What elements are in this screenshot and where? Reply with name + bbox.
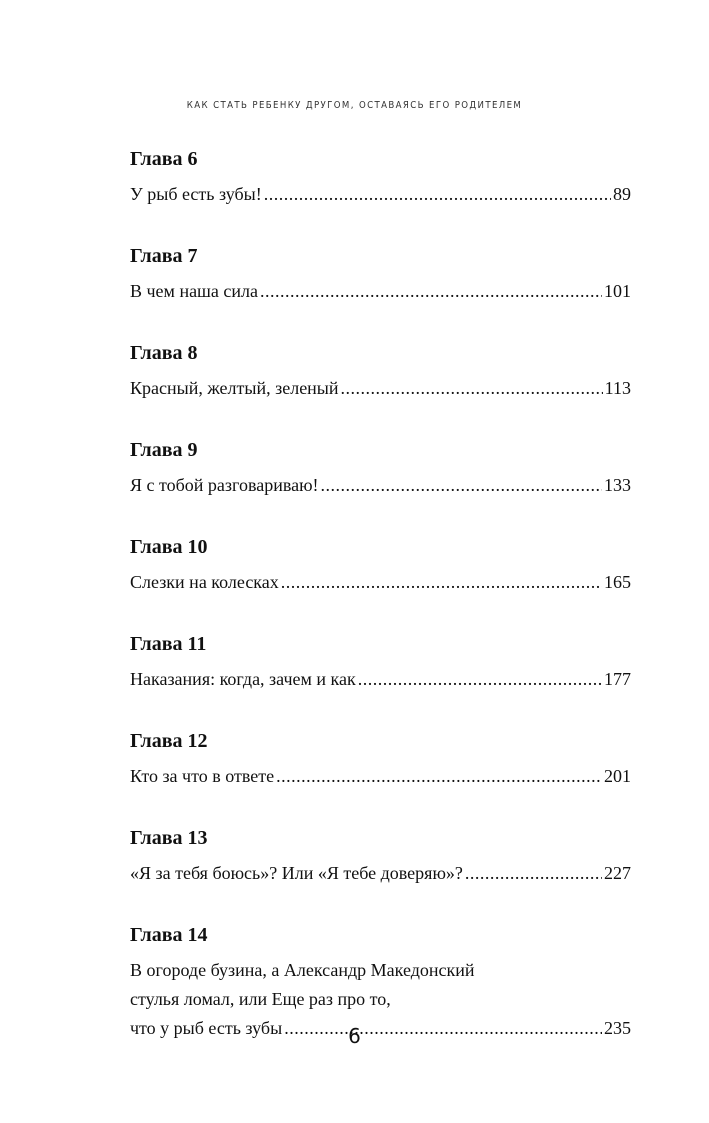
dot-leader	[260, 277, 602, 306]
toc-entry-line	[130, 665, 631, 694]
dot-leader	[465, 859, 602, 888]
entry-title: «Я за тебя боюсь»? Или «Я тебе доверяю»?	[130, 863, 463, 883]
entry-page-number: 89	[613, 184, 631, 204]
toc-entry[interactable]	[130, 471, 631, 500]
entry-page-number: 133	[604, 475, 631, 495]
entry-page-number: 165	[604, 572, 631, 592]
dot-leader	[358, 665, 602, 694]
entry-page-number: 227	[604, 863, 631, 883]
dot-leader	[281, 568, 602, 597]
entry-title: В чем наша сила	[130, 281, 259, 301]
entry-page-number: 201	[604, 766, 631, 786]
entry-title: что у рыб есть зубы	[130, 1018, 283, 1038]
entry-title: Слезки на колесках	[130, 572, 279, 592]
entry-title: Кто за что в ответе	[130, 766, 275, 786]
toc-entry[interactable]	[130, 859, 631, 888]
toc-entry[interactable]	[130, 277, 631, 306]
toc-chapter-7	[130, 243, 631, 306]
entry-title: Красный, желтый, зеленый	[130, 378, 339, 398]
toc-entry[interactable]	[130, 374, 631, 403]
running-head: КАК СТАТЬ РЕБЕНКУ ДРУГОМ, ОСТАВАЯСЬ ЕГО РОДИТЕЛЕМ	[186, 100, 523, 111]
chapter-title: Глава 11	[130, 633, 207, 655]
toc-entry[interactable]	[130, 762, 631, 791]
toc-entry-line	[130, 859, 631, 888]
dot-leader	[276, 762, 602, 791]
table-of-contents	[130, 146, 631, 1077]
page-number: 6	[348, 1024, 361, 1048]
dot-leader	[341, 374, 603, 403]
toc-chapter-10	[130, 534, 631, 597]
chapter-title: Глава 9	[130, 439, 198, 461]
dot-leader	[264, 180, 611, 209]
entry-title: Я с тобой разговариваю!	[130, 475, 319, 495]
toc-chapter-8	[130, 340, 631, 403]
toc-chapter-9	[130, 437, 631, 500]
toc-entry-line	[130, 374, 631, 403]
entry-title-line: стулья ломал, или Еще раз про то,	[130, 989, 391, 1009]
chapter-title: Глава 8	[130, 342, 198, 364]
toc-entry-line	[130, 568, 631, 597]
toc-entry[interactable]	[130, 568, 631, 597]
toc-chapter-13	[130, 825, 631, 888]
chapter-title: Глава 13	[130, 827, 208, 849]
entry-page-number: 235	[604, 1018, 631, 1038]
toc-chapter-12	[130, 728, 631, 791]
entry-title: У рыб есть зубы!	[130, 184, 262, 204]
chapter-title: Глава 14	[130, 924, 208, 946]
toc-entry-line	[130, 762, 631, 791]
chapter-title: Глава 7	[130, 245, 198, 267]
chapter-title: Глава 6	[130, 148, 198, 170]
toc-entry[interactable]	[130, 665, 631, 694]
chapter-title: Глава 10	[130, 536, 208, 558]
toc-entry-line	[130, 180, 631, 209]
chapter-title: Глава 12	[130, 730, 208, 752]
dot-leader	[321, 471, 602, 500]
entry-page-number: 177	[604, 669, 631, 689]
entry-title-line: В огороде бузина, а Александр Македонский	[130, 960, 475, 980]
entry-page-number: 113	[604, 378, 631, 398]
toc-chapter-6	[130, 146, 631, 209]
toc-chapter-11	[130, 631, 631, 694]
toc-entry[interactable]	[130, 180, 631, 209]
toc-entry-line	[130, 277, 631, 306]
toc-entry-line	[130, 471, 631, 500]
entry-title: Наказания: когда, зачем и как	[130, 669, 356, 689]
entry-page-number: 101	[604, 281, 631, 301]
